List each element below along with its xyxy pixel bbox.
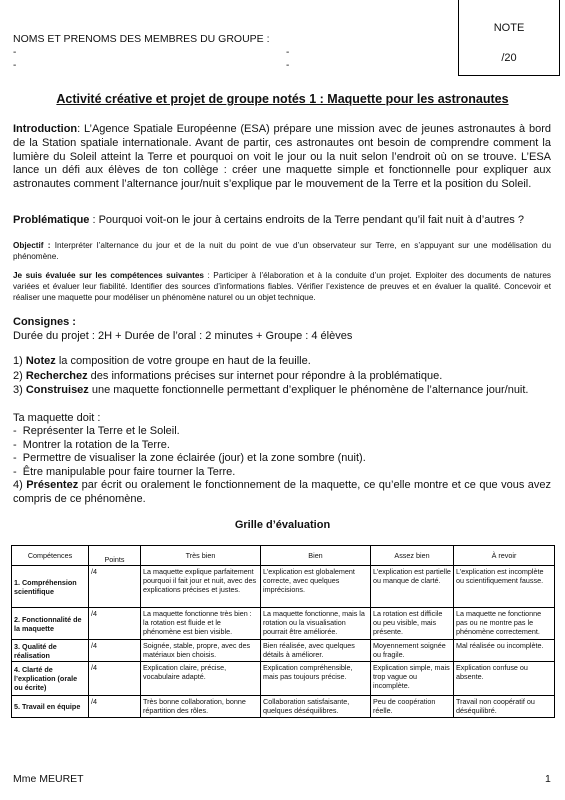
objectif-text: Interpréter l’alternance du jour et de la nuit du point de vue d’un observateur sur Terre, en s’appuyant sur une modélisation du phénomène. xyxy=(13,241,551,261)
maquette-intro: Ta maquette doit : xyxy=(13,412,101,424)
note-score: /20 xyxy=(501,52,517,64)
member-line-dash: - xyxy=(13,47,17,58)
consigne-step-2: 2) Recherchez des informations précises sur internet pour répondre à la problématique. xyxy=(13,370,443,382)
assez-bien-cell: Explication simple, mais trop vague ou incomplète. xyxy=(371,662,454,696)
table-row xyxy=(12,640,555,662)
grid-title: Grille d’évaluation xyxy=(234,519,331,531)
objectif-label: Objectif : xyxy=(13,241,51,250)
table-row xyxy=(12,662,555,696)
competences-text: : Participer à l’élaboration et à la conduite d’un projet. Exploiter des documents de natures variées et évaluer leur fiabilité. Identifier des sources d’informations fiables. Vérifier l’existence de preuves et en évaluer la qualité. Concevoir et réaliser une maquette pour modéliser un phénomène naturel ou un objet technique. xyxy=(13,271,551,302)
bien-cell: Collaboration satisfaisante, quelques déséquilibres. xyxy=(261,696,371,718)
points-cell: /4 xyxy=(89,640,141,662)
objectif-paragraph xyxy=(13,240,551,262)
grid-header-cell: Compétences xyxy=(12,546,89,566)
assez-bien-cell: La rotation est difficile ou peu visible, mais présente. xyxy=(371,608,454,640)
points-cell: /4 xyxy=(89,696,141,718)
bien-cell: L’explication est globalement correcte, avec quelques imprécisions. xyxy=(261,566,371,608)
a-revoir-cell: La maquette ne fonctionne pas ou ne montre pas le phénomène correctement. xyxy=(454,608,555,640)
competence-cell: 5. Travail en équipe xyxy=(12,696,89,718)
consignes-title: Consignes : xyxy=(13,316,76,328)
note-box xyxy=(458,0,560,76)
introduction-text: : L’Agence Spatiale Européenne (ESA) prépare une mission avec de jeunes astronautes à bord de la Station spatiale internationale. Avant de partir, ces astronautes ont besoin de comprendre comment la lumière du Soleil atteint la Terre et pourquoi on voit le jour ou la nuit selon l’endroit où on se trouve. L’ESA lance un défi aux élèves de ton collège : créer une maquette simple et fonctionnelle pour expliquer aux astronautes comment l’alternance jour/nuit s’explique par le mouvement de la Terre et la position du Soleil. xyxy=(13,123,551,191)
assez-bien-cell: Peu de coopération réelle. xyxy=(371,696,454,718)
problematique-text: : Pourquoi voit-on le jour à certains endroits de la Terre pendant qu’il fait nuit à d’autres ? xyxy=(89,214,524,226)
table-row xyxy=(12,608,555,640)
a-revoir-cell: L’explication est incomplète ou scientifiquement fausse. xyxy=(454,566,555,608)
page-number: 1 xyxy=(545,773,551,785)
consignes-duration: Durée du projet : 2H + Durée de l’oral : 2 minutes + Groupe : 4 élèves xyxy=(13,330,353,342)
competence-cell: 1. Compréhension scientifique xyxy=(12,566,89,608)
tres-bien-cell: La maquette fonctionne très bien : la rotation est fluide et le phénomène est bien visible. xyxy=(141,608,261,640)
grid-header-cell: Bien xyxy=(261,546,371,566)
competence-cell: 4. Clarté de l’explication (orale ou écrite) xyxy=(12,662,89,696)
table-row xyxy=(12,696,555,718)
competence-cell: 3. Qualité de réalisation xyxy=(12,640,89,662)
introduction-label: Introduction xyxy=(13,123,78,135)
member-line-dash: - xyxy=(286,60,290,71)
footer-author: Mme MEURET xyxy=(13,773,84,785)
grid-header-cell: Points xyxy=(89,546,141,566)
consigne-step-3: 3) Construisez une maquette fonctionnelle permettant d’expliquer le phénomène de l’alternance jour/nuit. xyxy=(13,384,529,396)
bien-cell: Explication compréhensible, mais pas toujours précise. xyxy=(261,662,371,696)
grid-header-cell: Assez bien xyxy=(371,546,454,566)
bullet-item: - Représenter la Terre et le Soleil. xyxy=(13,425,180,437)
assez-bien-cell: Moyennement soignée ou fragile. xyxy=(371,640,454,662)
competence-cell: 2. Fonctionnalité de la maquette xyxy=(12,608,89,640)
points-cell: /4 xyxy=(89,662,141,696)
tres-bien-cell: Très bonne collaboration, bonne répartition des rôles. xyxy=(141,696,261,718)
consigne-step-4: 4) Présentez par écrit ou oralement le fonctionnement de la maquette, ce qu’elle montre et ce que vous avez compris de ce phénomène. xyxy=(13,479,551,505)
problematique-label: Problématique xyxy=(13,214,90,226)
member-line-dash: - xyxy=(286,47,290,58)
member-line-dash: - xyxy=(13,60,17,71)
bullet-item: - Permettre de visualiser la zone éclairée (jour) et la zone sombre (nuit). xyxy=(13,452,366,464)
assez-bien-cell: L’explication est partielle ou manque de clarté. xyxy=(371,566,454,608)
a-revoir-cell: Travail non coopératif ou déséquilibré. xyxy=(454,696,555,718)
problematique-paragraph xyxy=(13,214,551,228)
bullet-item: - Montrer la rotation de la Terre. xyxy=(13,439,170,451)
tres-bien-cell: Soignée, stable, propre, avec des matériaux bien choisis. xyxy=(141,640,261,662)
grid-header-row xyxy=(12,546,555,566)
points-cell: /4 xyxy=(89,566,141,608)
a-revoir-cell: Mal réalisée ou incomplète. xyxy=(454,640,555,662)
page-title: Activité créative et projet de groupe notés 1 : Maquette pour les astronautes xyxy=(56,92,509,106)
members-title: NOMS ET PRENOMS DES MEMBRES DU GROUPE : xyxy=(13,33,270,45)
note-label: NOTE xyxy=(493,22,525,34)
consigne-step-1: 1) Notez la composition de votre groupe en haut de la feuille. xyxy=(13,355,311,367)
table-row xyxy=(12,566,555,608)
grid-header-cell: Très bien xyxy=(141,546,261,566)
grid-header-cell: À revoir xyxy=(454,546,555,566)
competences-paragraph xyxy=(13,270,551,303)
evaluation-grid xyxy=(11,545,555,718)
tres-bien-cell: La maquette explique parfaitement pourquoi il fait jour et nuit, avec des explications précises et justes. xyxy=(141,566,261,608)
bien-cell: Bien réalisée, avec quelques détails à améliorer. xyxy=(261,640,371,662)
bien-cell: La maquette fonctionne, mais la rotation ou la visualisation pourrait être améliorée. xyxy=(261,608,371,640)
competences-label: Je suis évaluée sur les compétences suivantes xyxy=(13,271,204,280)
a-revoir-cell: Explication confuse ou absente. xyxy=(454,662,555,696)
bullet-item: - Être manipulable pour faire tourner la Terre. xyxy=(13,466,236,478)
points-cell: /4 xyxy=(89,608,141,640)
tres-bien-cell: Explication claire, précise, vocabulaire adapté. xyxy=(141,662,261,696)
introduction-paragraph xyxy=(13,123,551,192)
